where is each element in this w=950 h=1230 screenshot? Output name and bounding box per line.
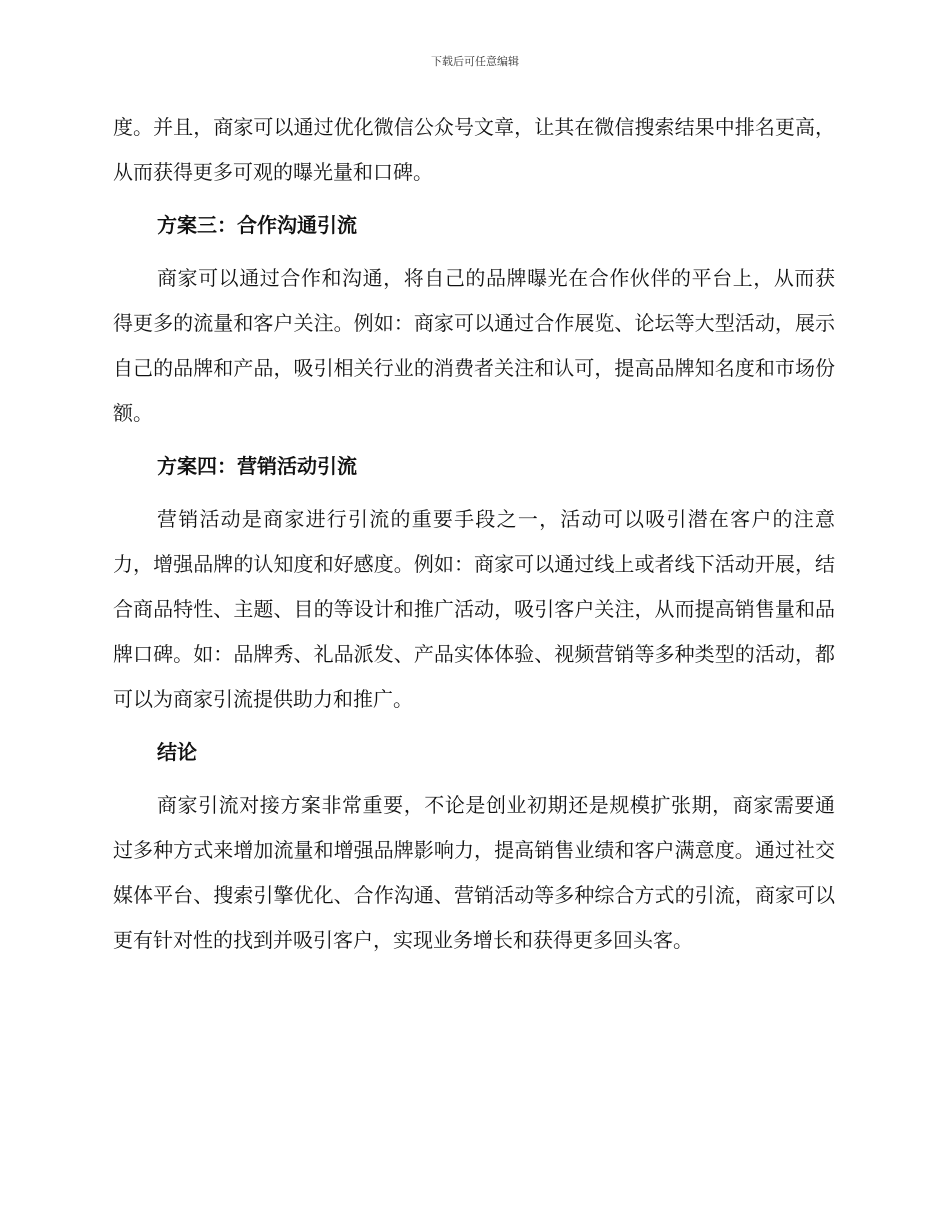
paragraph-intro-continued: 度。并且，商家可以通过优化微信公众号文章，让其在微信搜索结果中排名更高，从而获得更多可观的曝光量和口碑。	[113, 115, 835, 184]
page-header: 下载后可任意编辑	[431, 55, 519, 68]
heading-plan-three: 方案三：合作沟通引流	[157, 213, 357, 237]
paragraph-plan-four: 营销活动是商家进行引流的重要手段之一，活动可以吸引潜在客户的注意力，增强品牌的认知度和好感度。例如：商家可以通过线上或者线下活动开展，结合商品特性、主题、目的等设计和推广活动，吸引客户关注，从而提高销售量和品牌口碑。如：品牌秀、礼品派发、产品实体体验、视频营销等多种类型的活动，都可以为商家引流提供助力和推广。	[113, 507, 835, 711]
paragraph-conclusion: 商家引流对接方案非常重要，不论是创业初期还是规模扩张期，商家需要通过多种方式来增加流量和增强品牌影响力，提高销售业绩和客户满意度。通过社交媒体平台、搜索引擎优化、合作沟通、营销活动等多种综合方式的引流，商家可以更有针对性的找到并吸引客户，实现业务增长和获得更多回头客。	[113, 793, 835, 952]
heading-plan-four: 方案四：营销活动引流	[157, 454, 357, 478]
heading-conclusion: 结论	[157, 740, 197, 764]
paragraph-plan-three: 商家可以通过合作和沟通，将自己的品牌曝光在合作伙伴的平台上，从而获得更多的流量和客户关注。例如：商家可以通过合作展览、论坛等大型活动，展示自己的品牌和产品，吸引相关行业的消费者关注和认可，提高品牌知名度和市场份额。	[113, 266, 835, 425]
document-body	[113, 108, 835, 971]
